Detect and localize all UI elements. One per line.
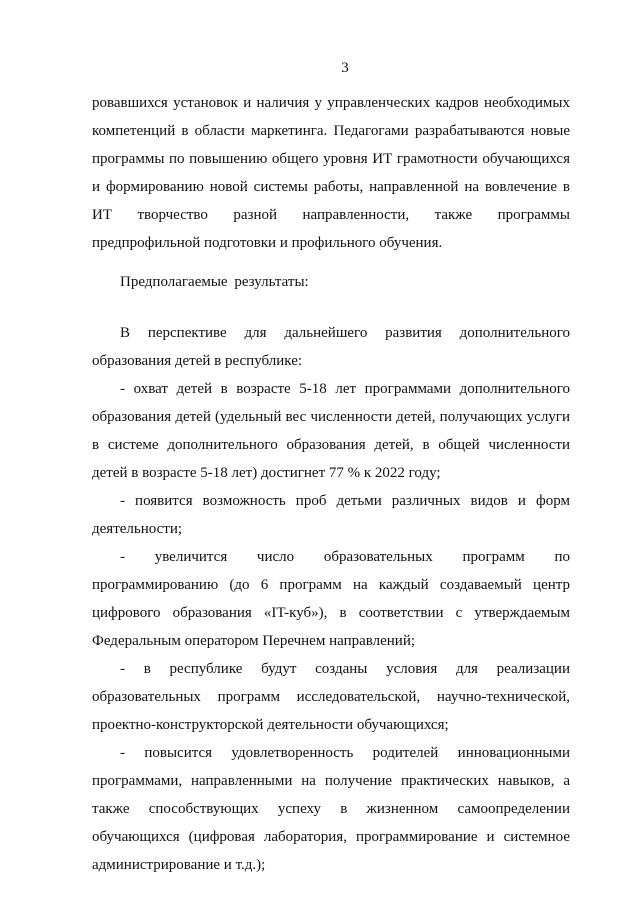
page-number: 3 (341, 60, 349, 76)
results-item-5: - повысится удовлетворенность родителей инновационными программами, направленными на получение практических навыков, а также способствующих успеху в жизненном самоопределении обучающихся (цифровая лаборатория, программирование и системное администрирование и т.д.); (92, 745, 570, 873)
results-heading: Предполагаемые результаты: (120, 274, 309, 290)
results-item-2: - появится возможность проб детьми различных видов и форм деятельности; (92, 493, 570, 537)
intro-section (92, 89, 570, 257)
results-item-4: - в республике будут созданы условия для реализации образовательных программ исследовательской, научно-технической, проектно-конструкторской деятельности обучающихся; (92, 661, 570, 733)
intro-paragraph: ровавшихся установок и наличия у управленческих кадров необходимых компетенций в области маркетинга. Педагогами разрабатываются новые программы по повышению общего уровня ИТ грамотности обучающихся и формированию новой системы работы, направленной на вовлечение в ИТ творчество разной направленности, также программы предпрофильной подготовки и профильного обучения. (92, 95, 570, 251)
results-item-1: - охват детей в возрасте 5-18 лет программами дополнительного образования детей (удельный вес численности детей, получающих услуги в системе дополнительного образования детей, в общей численности детей в возрасте 5-18 лет) достигнет 77 % к 2022 году; (92, 381, 570, 481)
results-item-3: - увеличится число образовательных программ по программированию (до 6 программ на каждый создаваемый центр цифрового образования «IT-куб»), в соответствии с утверждаемым Федеральным оператором Перечнем направлений; (92, 549, 570, 649)
results-lead-paragraph: В перспективе для дальнейшего развития дополнительного образования детей в республике: (92, 325, 570, 369)
results-section (92, 319, 570, 879)
